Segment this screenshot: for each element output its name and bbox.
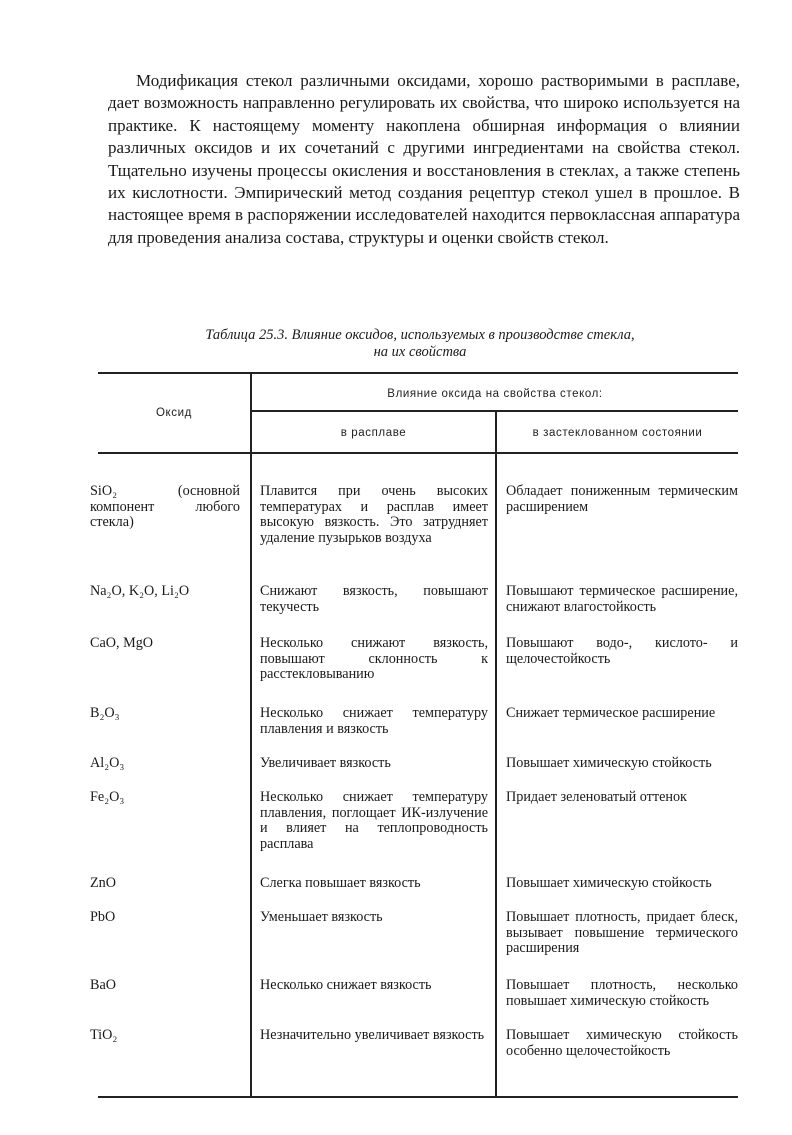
table-row-glass: Повышают термическое расширение, снижают влагостойкость [506, 583, 738, 615]
table-row-oxide: PbO [90, 909, 116, 925]
melt-column-divider [495, 411, 497, 1096]
table-row-glass: Придает зеленоватый оттенок [506, 789, 687, 805]
table-row-oxide: ZnO [90, 875, 117, 891]
table-row-glass: Повышают водо-, кислото- и щелочестойкость [506, 635, 738, 667]
table-row-oxide: Fe₂O₃ [90, 789, 125, 805]
table-row-melt: Незначительно увеличивает вязкость [260, 1027, 485, 1043]
table-top-rule [98, 372, 738, 374]
table-row-glass: Повышает химическую стойкость [506, 755, 712, 771]
oxide-column-divider [250, 374, 252, 1096]
table-row-glass: Повышает плотность, придает блеск, вызывает повышение термического расширения [506, 909, 738, 957]
caption-label: Таблица 25.3. [205, 327, 288, 343]
header-melt: в расплаве [340, 427, 407, 439]
table-row-oxide: SiO₂ (основной компонент любого стекла) [90, 483, 240, 531]
table-caption [100, 327, 740, 361]
table-row-melt: Несколько снижает температуру плавления, поглощает ИК-излучение и влияет на теплопроводность расплава [260, 789, 488, 852]
table-row-oxide: B₂O₃ [90, 705, 120, 721]
table-row-melt: Плавится при очень высоких температурах и расплав имеет высокую вязкость. Это затрудняет удаление пузырьков воздуха [260, 483, 488, 546]
table-row-melt: Увеличивает вязкость [260, 755, 391, 771]
table-row-oxide: Al₂O₃ [90, 755, 125, 771]
header-glass: в застеклованном состоянии [532, 427, 703, 439]
header-bottom-rule [98, 452, 738, 454]
header-oxide: Оксид [156, 407, 192, 419]
caption-line-1: Влияние оксидов, используемых в производстве стекла, [291, 327, 635, 343]
intro-paragraph: Модификация стекол различными оксидами, хорошо растворимыми в расплаве, дает возможность направленно регулировать их свойства, что широко используется на практике. К настоящему моменту накоплена обширная информация о влиянии различных оксидов и их сочетаний с другими ингредиентами на свойства стекол. Тщательно изучены процессы окисления и восстановления в стеклах, а также степень их кислотности. Эмпирический метод создания рецептур стекол ушел в прошлое. В настоящее время в распоряжении исследователей находится первоклассная аппаратура для проведения анализа состава, структуры и оценки свойств стекол. [108, 71, 740, 247]
table-row-glass: Повышает химическую стойкость особенно щелочестойкость [506, 1027, 738, 1059]
table-row-glass: Снижает термическое расширение [506, 705, 716, 721]
table-row-glass: Повышает химическую стойкость [506, 875, 712, 891]
header-influence: Влияние оксида на свойства стекол: [387, 388, 603, 400]
table-row-melt: Несколько снижает температуру плавления и вязкость [260, 705, 488, 737]
table-row-melt: Уменьшает вязкость [260, 909, 383, 925]
table-row-glass: Повышает плотность, несколько повышает химическую стойкость [506, 977, 738, 1009]
caption-line-2: на их свойства [373, 344, 467, 360]
table-row-oxide: TiO₂ [90, 1027, 118, 1043]
table-row-oxide: CaO, MgO [90, 635, 154, 651]
table-row-melt: Несколько снижают вязкость, повышают склонность к расстекловыванию [260, 635, 488, 683]
table-row-melt: Снижают вязкость, повышают текучесть [260, 583, 488, 615]
table-row-melt: Несколько снижает вязкость [260, 977, 432, 993]
table-bottom-rule [98, 1096, 738, 1098]
table-row-oxide: BaO [90, 977, 117, 993]
header-middle-rule [250, 410, 738, 412]
table-row-melt: Слегка повышает вязкость [260, 875, 421, 891]
table-row-glass: Обладает пониженным термическим расширением [506, 483, 738, 515]
table-row-oxide: Na₂O, K₂O, Li₂O [90, 583, 190, 599]
